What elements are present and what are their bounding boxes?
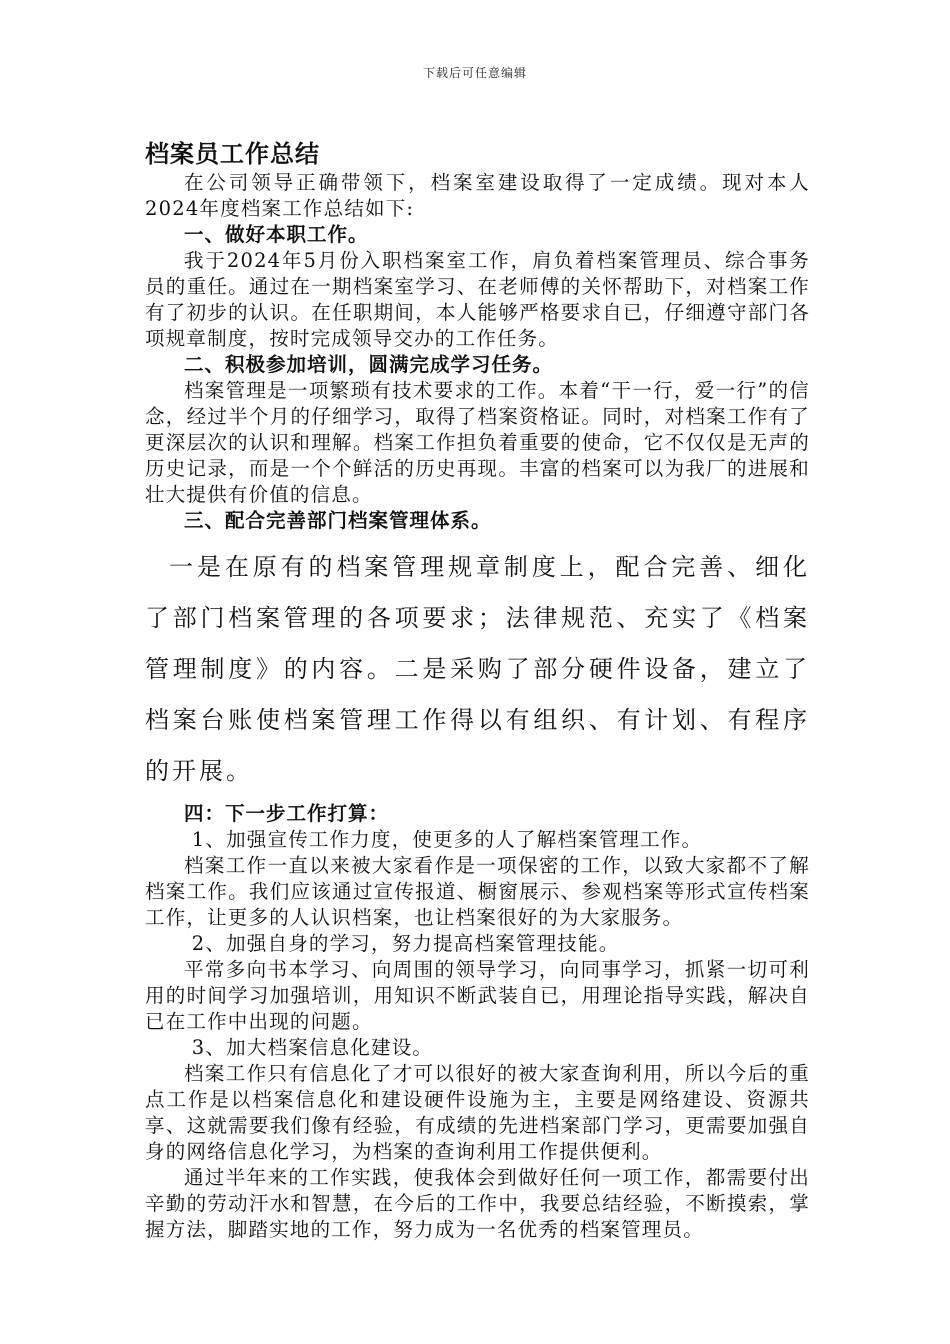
document-body bbox=[145, 170, 810, 1243]
plan-item-3-title: 3、加大档案信息化建设。 bbox=[191, 1036, 434, 1059]
document-title: 档案员工作总结 bbox=[145, 140, 320, 168]
section-2-heading: 二、积极参加培训，圆满完成学习任务。 bbox=[184, 353, 554, 376]
conclusion-paragraph: 通过半年来的工作实践，使我体会到做好任何一项工作，都需要付出辛勤的劳动汗水和智慧，在今后的工作中，我要总结经验，不断摸索，掌握方法，脚踏实地的工作，努力成为一名优秀的档案管理员。 bbox=[145, 1166, 810, 1241]
header-note: 下载后可任意编辑 bbox=[422, 66, 527, 80]
plan-item-1-title: 1、加强宣传工作力度，使更多的人了解档案管理工作。 bbox=[191, 828, 703, 851]
plan-item-2-paragraph: 平常多向书本学习、向周围的领导学习，向同事学习，抓紧一切可利用的时间学习加强培训，用知识不断武装自已，用理论指导实践，解决自已在工作中出现的问题。 bbox=[145, 958, 810, 1033]
intro-paragraph: 在公司领导正确带领下，档案室建设取得了一定成绩。现对本人2024年度档案工作总结如下: bbox=[145, 171, 810, 220]
plan-item-2-title: 2、加强自身的学习，努力提高档案管理技能。 bbox=[191, 932, 620, 955]
section-2-paragraph: 档案管理是一项繁琐有技术要求的工作。本着“干一行，爱一行”的信念，经过半个月的仔细学习，取得了档案资格证。同时，对档案工作有了更深层次的认识和理解。档案工作担负着重要的使命，它不仅仅是无声的历史记录，而是一个个鲜活的历史再现。丰富的档案可以为我厂的进展和壮大提供有价值的信息。 bbox=[145, 379, 810, 506]
section-1-heading: 一、做好本职工作。 bbox=[184, 223, 369, 246]
section-3-heading: 三、配合完善部门档案管理体系。 bbox=[184, 509, 492, 532]
plan-item-1-paragraph: 档案工作一直以来被大家看作是一项保密的工作，以致大家都不了解档案工作。我们应该通过宣传报道、橱窗展示、参观档案等形式宣传档案工作，让更多的人认识档案，也让档案很好的为大家服务。 bbox=[145, 854, 810, 929]
section-1-paragraph: 我于2024年5月份入职档案室工作，肩负着档案管理员、综合事务员的重任。通过在一期档案室学习、在老师傅的关怀帮助下，对档案工作有了初步的认识。在任职期间，本人能够严格要求自已，仔细遵守部门各项规章制度，按时完成领导交办的工作任务。 bbox=[145, 249, 810, 350]
section-3-paragraph: 一是在原有的档案管理规章制度上，配合完善、细化了部门档案管理的各项要求；法律规范、充实了《档案管理制度》的内容。二是采购了部分硬件设备，建立了档案台账使档案管理工作得以有组织、有计划、有程序的开展。 bbox=[145, 553, 810, 785]
section-4-heading: 四：下一步工作打算： bbox=[184, 802, 390, 825]
plan-item-3-paragraph: 档案工作只有信息化了才可以很好的被大家查询利用，所以今后的重点工作是以档案信息化和建设硬件设施为主，主要是网络建设、资源共享、这就需要我们像有经验，有成绩的先进档案部门学习，更需要加强自身的网络信息化学习，为档案的查询利用工作提供便利。 bbox=[145, 1062, 810, 1163]
